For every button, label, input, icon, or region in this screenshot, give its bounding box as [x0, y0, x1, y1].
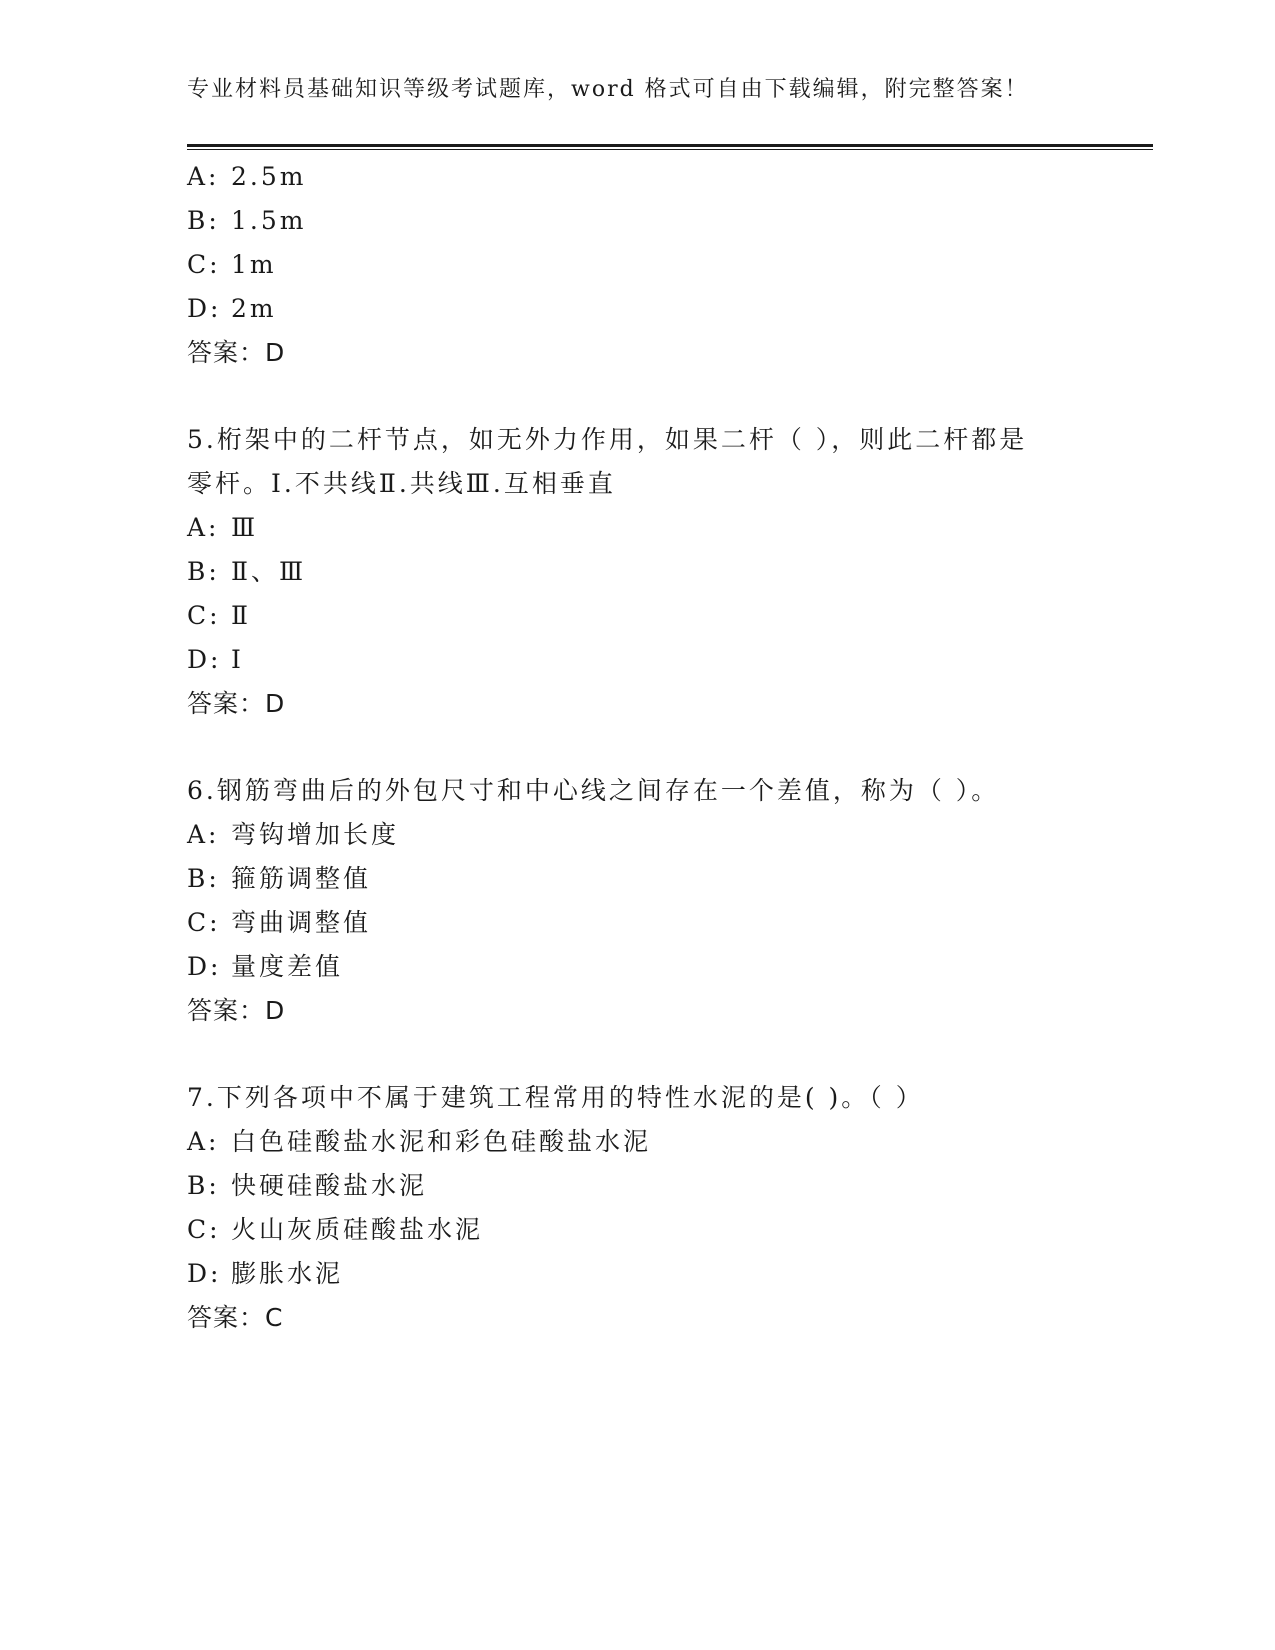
q5-option-d-text: I	[231, 645, 244, 674]
q6-option-a-label: A:	[187, 820, 220, 849]
q5-option-c	[187, 600, 251, 632]
q5-answer: 答案：D	[187, 689, 286, 718]
q7-answer: 答案：C	[187, 1303, 284, 1332]
q7-option-d	[187, 1258, 343, 1290]
q5-option-b-label: B:	[187, 557, 220, 586]
q4-option-d-label: D:	[187, 294, 222, 323]
q5-option-c-label: C:	[187, 601, 221, 630]
q5-option-d	[187, 644, 244, 676]
q7-option-b-label: B:	[187, 1171, 220, 1200]
q6-answer: 答案：D	[187, 996, 286, 1025]
q5-option-a-label: A:	[187, 513, 220, 542]
q6-option-d	[187, 951, 343, 983]
q5-stem-line1: 5.桁架中的二杆节点，如无外力作用，如果二杆（ ），则此二杆都是	[187, 425, 1028, 454]
q7-option-d-text: 膨胀水泥	[231, 1259, 344, 1288]
q6-option-b-label: B:	[187, 864, 220, 893]
q6-option-b-text: 箍筋调整值	[231, 864, 372, 893]
q7-option-a-label: A:	[187, 1127, 220, 1156]
q7-option-d-label: D:	[187, 1259, 222, 1288]
q4-option-a	[187, 161, 306, 193]
q7-option-a	[187, 1126, 651, 1158]
q4-option-a-text: 2.5m	[231, 162, 307, 191]
q4-option-c-label: C:	[187, 250, 221, 279]
q7-option-c-label: C:	[187, 1215, 221, 1244]
header-divider-thin	[187, 149, 1153, 150]
q6-option-c	[187, 907, 371, 939]
q6-option-c-text: 弯曲调整值	[231, 908, 372, 937]
q7-option-b	[187, 1170, 427, 1202]
q7-option-b-text: 快硬硅酸盐水泥	[231, 1171, 428, 1200]
q6-option-b	[187, 863, 371, 895]
q6-option-c-label: C:	[187, 908, 221, 937]
q4-option-a-label: A:	[187, 162, 220, 191]
q6-option-a	[187, 819, 399, 851]
header-divider-thick	[187, 144, 1153, 147]
q4-answer: 答案：D	[187, 338, 286, 367]
q4-option-b	[187, 205, 306, 237]
q4-option-b-label: B:	[187, 206, 220, 235]
q4-option-d	[187, 293, 277, 325]
q4-option-c-text: 1m	[231, 250, 277, 279]
q4-option-c	[187, 249, 277, 281]
q5-option-a-text: Ⅲ	[231, 513, 259, 542]
q5-option-b-text: Ⅱ、Ⅲ	[231, 557, 307, 586]
q6-option-a-text: 弯钩增加长度	[231, 820, 400, 849]
q5-option-d-label: D:	[187, 645, 222, 674]
q5-option-a	[187, 512, 258, 544]
q7-option-a-text: 白色硅酸盐水泥和彩色硅酸盐水泥	[231, 1127, 652, 1156]
q5-stem-line2: 零杆。I.不共线Ⅱ.共线Ⅲ.互相垂直	[187, 469, 616, 498]
q6-option-d-text: 量度差值	[231, 952, 344, 981]
q7-stem-line1: 7.下列各项中不属于建筑工程常用的特性水泥的是( )。（ ）	[187, 1083, 924, 1112]
q7-option-c-text: 火山灰质硅酸盐水泥	[231, 1215, 484, 1244]
q5-option-c-text: Ⅱ	[231, 601, 251, 630]
q5-option-b	[187, 556, 306, 588]
q4-option-d-text: 2m	[231, 294, 277, 323]
q4-option-b-text: 1.5m	[231, 206, 307, 235]
page-header-title: 专业材料员基础知识等级考试题库，word 格式可自由下载编辑，附完整答案！	[187, 77, 1029, 102]
q6-stem-line1: 6.钢筋弯曲后的外包尺寸和中心线之间存在一个差值，称为（ ）。	[187, 776, 1000, 805]
q7-option-c	[187, 1214, 483, 1246]
q6-option-d-label: D:	[187, 952, 222, 981]
